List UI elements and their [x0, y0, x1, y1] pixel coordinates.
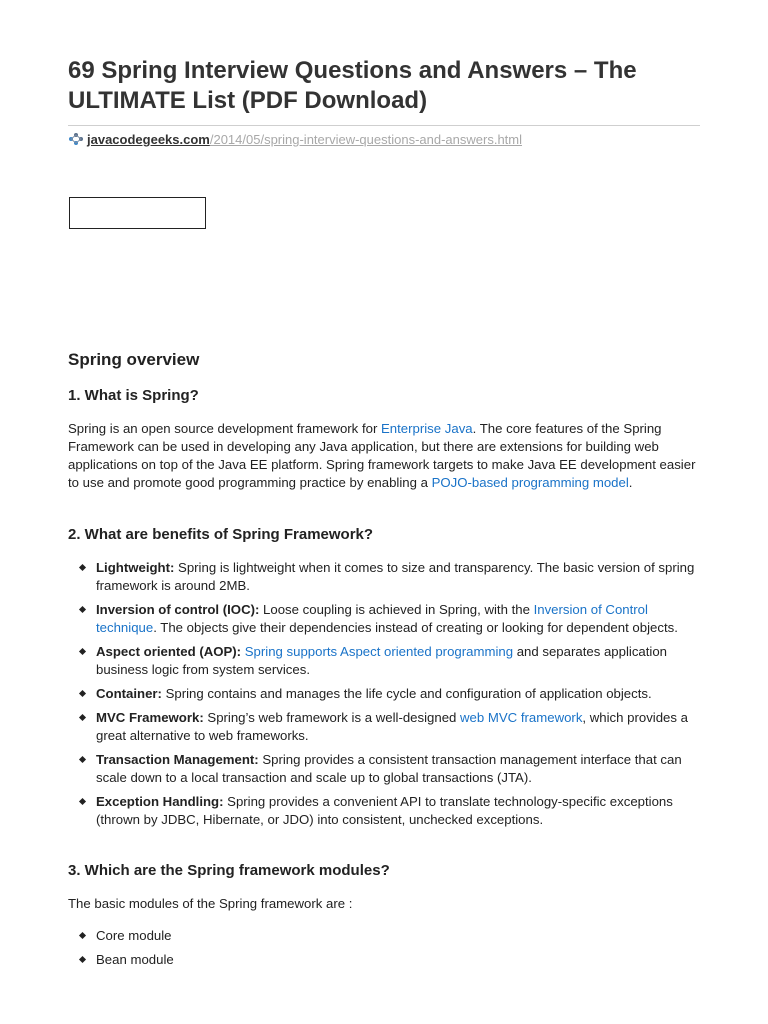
item-term: MVC Framework: — [96, 710, 204, 725]
title-divider — [68, 125, 700, 126]
javacodegeeks-logo-icon — [68, 132, 84, 146]
answer-text: . The core features of the Spring Framework can be used in developing any Java application, but there are extensions for building web applications on top of the Java EE platform. Spring framework targets to make Java EE development easier to use and promote good programming practice by enabling a — [68, 421, 696, 490]
aop-support-link[interactable]: Spring supports Aspect oriented programming — [244, 644, 514, 659]
item-term: Exception Handling: — [96, 794, 224, 809]
ad-placeholder — [69, 197, 206, 229]
list-item — [68, 951, 700, 969]
bullet-icon — [79, 714, 86, 721]
modules-list — [68, 927, 700, 969]
answer-text: . — [628, 475, 633, 490]
list-item — [68, 751, 700, 787]
bullet-icon — [79, 756, 86, 763]
list-item — [68, 793, 700, 829]
bullet-icon — [79, 690, 86, 697]
item-text: Spring provides a consistent transaction management interface that can scale down to a local transaction and scale up to global transactions (JTA). — [96, 752, 682, 785]
item-term: Container: — [96, 686, 162, 701]
list-item — [68, 927, 700, 945]
source-path-link[interactable]: /2014/05/spring-interview-questions-and-answers.html — [209, 132, 523, 147]
item-text: Spring provides a convenient API to translate technology-specific exceptions (thrown by JDBC, Hibernate, or JDO) into consistent, unchecked exceptions. — [96, 794, 673, 827]
item-text: Spring is lightweight when it comes to size and transparency. The basic version of spring framework is around 2MB. — [96, 560, 695, 593]
bullet-icon — [79, 956, 86, 963]
list-item — [68, 559, 700, 595]
item-text: Spring contains and manages the life cycle and configuration of application objects. — [161, 686, 652, 701]
question-3-heading: 3. Which are the Spring framework modules? — [68, 862, 390, 879]
item-text: , which provides a great alternative to web frameworks. — [96, 710, 688, 743]
ioc-technique-link[interactable]: Inversion of Control technique — [96, 602, 648, 635]
item-term: Transaction Management: — [96, 752, 259, 767]
list-item — [68, 709, 700, 745]
item-text: Core module — [96, 928, 172, 943]
web-mvc-framework-link[interactable]: web MVC framework — [460, 710, 583, 725]
bullet-icon — [79, 606, 86, 613]
item-term: Aspect oriented (AOP): — [96, 644, 242, 659]
list-item — [68, 601, 700, 637]
item-text: . The objects give their dependencies instead of creating or looking for dependent objects. — [153, 620, 678, 635]
pojo-model-link[interactable]: POJO-based programming model — [431, 475, 629, 490]
item-term: Lightweight: — [96, 560, 175, 575]
list-item — [68, 685, 700, 703]
question-1-answer — [68, 420, 696, 492]
modules-intro: The basic modules of the Spring framework are : — [68, 896, 353, 911]
item-text: Spring’s web framework is a well-designed — [203, 710, 461, 725]
bullet-icon — [79, 932, 86, 939]
benefits-list — [68, 559, 700, 829]
section-title: Spring overview — [68, 350, 200, 369]
list-item — [68, 643, 700, 679]
question-2-heading: 2. What are benefits of Spring Framework? — [68, 526, 374, 543]
article-title: 69 Spring Interview Questions and Answers – The ULTIMATE List (PDF Download) — [68, 57, 637, 114]
enterprise-java-link[interactable]: Enterprise Java — [381, 421, 473, 436]
source-line — [68, 131, 522, 149]
question-1-heading: 1. What is Spring? — [68, 387, 199, 404]
bullet-icon — [79, 798, 86, 805]
item-text: Loose coupling is achieved in Spring, with the — [259, 602, 534, 617]
item-term: Inversion of control (IOC): — [96, 602, 260, 617]
answer-text: Spring is an open source development framework for — [68, 421, 381, 436]
item-text: Bean module — [96, 952, 174, 967]
bullet-icon — [79, 648, 86, 655]
item-text: and separates application business logic from system services. — [96, 644, 668, 677]
source-domain-link[interactable]: javacodegeeks.com — [87, 132, 210, 147]
bullet-icon — [79, 564, 86, 571]
